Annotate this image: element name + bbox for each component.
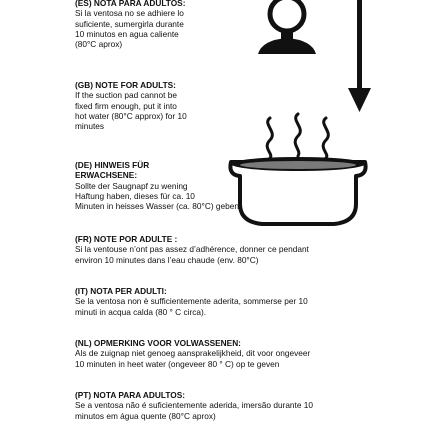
note-line: Haftung haben, dieses für ca. 10 (75, 190, 195, 201)
note-de (75, 160, 239, 211)
note-heading: (GB) NOTE FOR ADULTS: (75, 80, 176, 90)
note-line: hot water (80°C approx) for 10 (75, 110, 187, 121)
note-line: Sollte der Saugnapf zu wening (75, 180, 188, 191)
note-line: (80°C aprox) (75, 39, 123, 50)
note-it (75, 286, 308, 317)
note-gb (75, 80, 187, 131)
note-line: If the suction pad cannot be (75, 90, 177, 101)
note-line: Se a ventosa não é suficientemente aderida, imersão durante 10 (75, 400, 313, 411)
note-fr (75, 234, 309, 265)
note-line: Als de zuignap niet genoeg aansprakelijkheid, dit voor ongeveer (75, 348, 311, 359)
note-nl (75, 338, 310, 369)
instruction-illustration (228, 0, 408, 230)
note-heading: (ES) NOTA PARA ADULTOS: (75, 0, 186, 8)
note-line: minutos em água quente (80°C aprox) (75, 410, 216, 421)
note-line: minuti in acqua calda (80 ° C circa). (75, 306, 207, 317)
note-line: Si la ventosa no se adhiere lo (75, 8, 184, 19)
note-line: 10 minutos en agua caliente (75, 28, 179, 39)
note-heading: (DE) HINWEIS FÜR (75, 160, 150, 170)
down-arrow-icon (348, 0, 371, 112)
note-pt (75, 390, 313, 421)
note-line: minutes (75, 121, 105, 132)
note-line: Si la ventouse n’ont pas assez d’adhérence, donner ce pendant (75, 244, 309, 255)
note-heading: (IT) NOTA PER ADULTI: (75, 286, 167, 296)
suction-cup-icon (258, 0, 316, 54)
note-line: Se la ventosa non è sufficientemente aderita, sommerse per 10 (75, 296, 308, 307)
note-line: fixed firm enough, put it into (75, 100, 177, 111)
steam-icon (267, 114, 328, 158)
note-heading: (PT) NOTA PARA ADULTOS: (75, 390, 185, 400)
note-line: suficiente, sumergirla durante (75, 18, 184, 29)
note-line: Minuten in heisses Wasser (ca. 80°C) geben (75, 201, 239, 212)
note-es (75, 0, 185, 49)
note-line: 10 minuten in heet water (ongeveer 80 ° C) op te geven (75, 358, 280, 369)
note-heading-cont: ERWACHSENE: (75, 170, 138, 181)
hot-water-pot-icon (230, 157, 365, 224)
note-heading: (NL) OPMERKING VOOR VOLWASSENEN: (75, 338, 241, 348)
note-line: environ 10 minutes dans l’eau chaude (env. 80°C) (75, 254, 259, 265)
note-heading: (FR) NOTE POR ADULTE : (75, 234, 178, 244)
